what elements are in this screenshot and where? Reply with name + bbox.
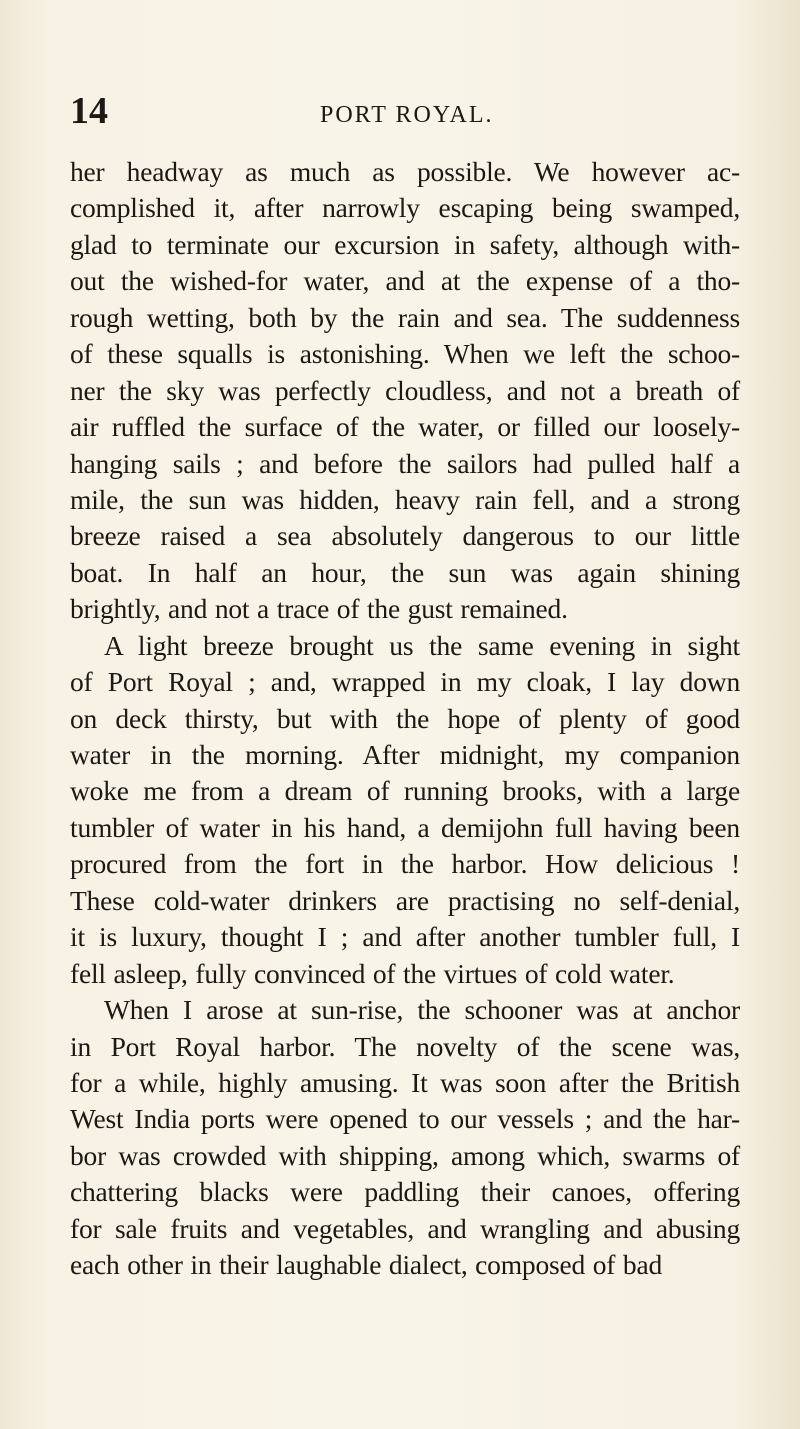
text-line: in Port Royal harbor. The novelty of the scene was, (70, 1030, 740, 1062)
text-line: her headway as much as possible. We however ac- (70, 156, 740, 187)
body-text (70, 154, 740, 1284)
text-line: rough wetting, both by the rain and sea. The suddenness (70, 301, 740, 333)
text-line: boat. In half an hour, the sun was again shining (70, 556, 740, 588)
text-line: glad to terminate our excursion in safety, although with- (70, 228, 740, 260)
text-line: woke me from a dream of running brooks, with a large (70, 775, 740, 807)
text-line: water in the morning. After midnight, my companion (70, 739, 740, 770)
page-number: 14 (70, 90, 108, 132)
text-line: complished it, after narrowly escaping being swamped, (70, 192, 740, 224)
text-line: breeze raised a sea absolutely dangerous to our little (70, 520, 740, 552)
text-line: fell asleep, fully convinced of the virtues of cold water. (70, 957, 675, 989)
text-line: hanging sails ; and before the sailors had pulled half a (70, 447, 740, 479)
text-line: West India ports were opened to our vessels ; and the har- (70, 1103, 740, 1135)
text-line: procured from the fort in the harbor. How delicious ! (70, 848, 740, 880)
text-line: each other in their laughable dialect, composed of bad (70, 1249, 663, 1281)
text-line: air ruffled the surface of the water, or filled our loosely- (70, 411, 740, 443)
text-line: for a while, highly amusing. It was soon after the British (70, 1066, 740, 1098)
running-title: PORT ROYAL. (320, 102, 494, 128)
text-line: out the wished-for water, and at the expense of a tho- (70, 265, 740, 297)
text-line: it is luxury, thought I ; and after another tumbler full, I (70, 921, 740, 953)
text-line: on deck thirsty, but with the hope of plenty of good (70, 702, 740, 734)
text-line: for sale fruits and vegetables, and wrangling and abusing (70, 1212, 740, 1244)
text-line: of Port Royal ; and, wrapped in my cloak, I lay down (70, 666, 740, 698)
page-header (70, 88, 770, 138)
text-line: brightly, and not a trace of the gust remained. (70, 593, 568, 625)
text-line: mile, the sun was hidden, heavy rain fell, and a strong (70, 483, 740, 515)
text-line: chattering blacks were paddling their canoes, offering (70, 1176, 740, 1208)
text-line: These cold-water drinkers are practising no self-denial, (70, 884, 740, 916)
text-line: of these squalls is astonishing. When we left the schoo- (70, 338, 740, 370)
text-line: When I arose at sun-rise, the schooner was at anchor (104, 994, 740, 1026)
text-line: A light breeze brought us the same evening in sight (104, 629, 740, 661)
text-line: bor was crowded with shipping, among which, swarms of (70, 1139, 740, 1171)
text-line: tumbler of water in his hand, a demijohn full having been (70, 811, 740, 843)
text-line: ner the sky was perfectly cloudless, and not a breath of (70, 374, 740, 406)
